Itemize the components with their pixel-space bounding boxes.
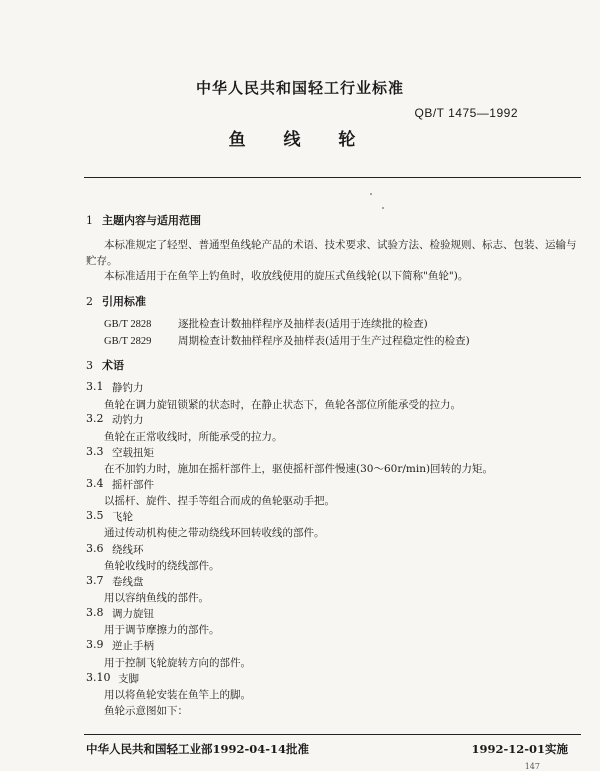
term-definition: 鱼轮在正常收线时，所能承受的拉力。: [104, 431, 283, 443]
section-number: 3: [86, 359, 93, 372]
diagram-intro: 鱼轮示意图如下：: [104, 705, 188, 717]
term-definition: 鱼轮在调力旋钮锁紧的状态时，在静止状态下，鱼轮各部位所能承受的拉力。: [104, 399, 461, 411]
footer-rule: [84, 734, 581, 735]
term-definition: 通过传动机构使之带动绕线环回转收线的部件。: [104, 527, 325, 539]
term-name: 飞轮: [112, 511, 133, 523]
section-title: 引用标准: [102, 295, 146, 308]
header-rule: [84, 177, 581, 178]
section-1-heading: [86, 212, 201, 228]
standard-title: 中华人民共和国轻工行业标准: [195, 79, 404, 97]
document-title: 鱼 线 轮: [228, 130, 372, 150]
term-definition: 用以将鱼轮安装在鱼竿上的脚。: [104, 689, 251, 701]
scan-speck: [370, 193, 372, 195]
term-number: 3.10: [86, 671, 111, 684]
term-name: 空载扭矩: [112, 447, 154, 459]
term-number: 3.9: [86, 638, 104, 651]
term-definition: 用于控制飞轮旋转方向的部件。: [104, 657, 251, 669]
reference-code: GB/T 2828: [104, 319, 152, 330]
section-3-heading: [86, 357, 124, 373]
term-name: 摇杆部件: [112, 479, 154, 491]
section-number: 1: [86, 214, 93, 227]
reference-item: [104, 333, 470, 348]
reference-code: GB/T 2829: [104, 336, 152, 347]
term-name: 卷线盘: [112, 576, 144, 588]
term-number: 3.1: [86, 380, 104, 393]
section-2-heading: [86, 293, 146, 309]
implementation-date: 1992-12-01实施: [471, 742, 568, 756]
approval-line: 中华人民共和国轻工业部1992-04-14批准: [86, 742, 310, 756]
term-name: 绕线环: [112, 544, 144, 556]
section-1-para1-line1: 本标准规定了轻型、普通型鱼线轮产品的术语、技术要求、试验方法、检验规则、标志、包装、运输与: [104, 239, 577, 251]
term-number: 3.6: [86, 542, 104, 555]
page-number: 147: [524, 762, 540, 771]
term-name: 调力旋钮: [112, 608, 154, 620]
section-title: 术语: [102, 359, 124, 372]
term-number: 3.8: [86, 606, 104, 619]
scan-speck: [382, 207, 384, 209]
term-name: 动钓力: [112, 414, 144, 426]
term-number: 3.4: [86, 477, 104, 490]
reference-item: [104, 316, 428, 331]
reference-text: 逐批检查计数抽样程序及抽样表(适用于连续批的检查): [178, 318, 428, 330]
section-1-para1-line2: 贮存。: [86, 255, 118, 267]
term-definition: 用于调节摩擦力的部件。: [104, 624, 220, 636]
term-definition: 以摇杆、旋件、捏手等组合而成的鱼轮驱动手把。: [104, 495, 335, 507]
section-title: 主题内容与适用范围: [102, 214, 201, 227]
term-number: 3.5: [86, 509, 104, 522]
term-name: 逆止手柄: [112, 640, 154, 652]
section-number: 2: [86, 295, 93, 308]
term-name: 支脚: [118, 673, 139, 685]
term-number: 3.7: [86, 574, 104, 587]
term-definition: 鱼轮收线时的绕线部件。: [104, 560, 220, 572]
term-number: 3.3: [86, 445, 104, 458]
term-definition: 在不加钓力时，施加在摇杆部件上，驱使摇杆部件慢速(30～60r/min)回转的力矩。: [104, 463, 494, 475]
term-number: 3.2: [86, 412, 104, 425]
section-1-para2: 本标准适用于在鱼竿上钓鱼时，收放线使用的旋压式鱼线轮(以下简称"鱼轮")。: [104, 270, 469, 282]
term-name: 静钓力: [112, 382, 144, 394]
term-definition: 用以容纳鱼线的部件。: [104, 592, 209, 604]
reference-text: 周期检查计数抽样程序及抽样表(适用于生产过程稳定性的检查): [178, 335, 470, 347]
standard-code: QB/T 1475—1992: [414, 106, 518, 120]
